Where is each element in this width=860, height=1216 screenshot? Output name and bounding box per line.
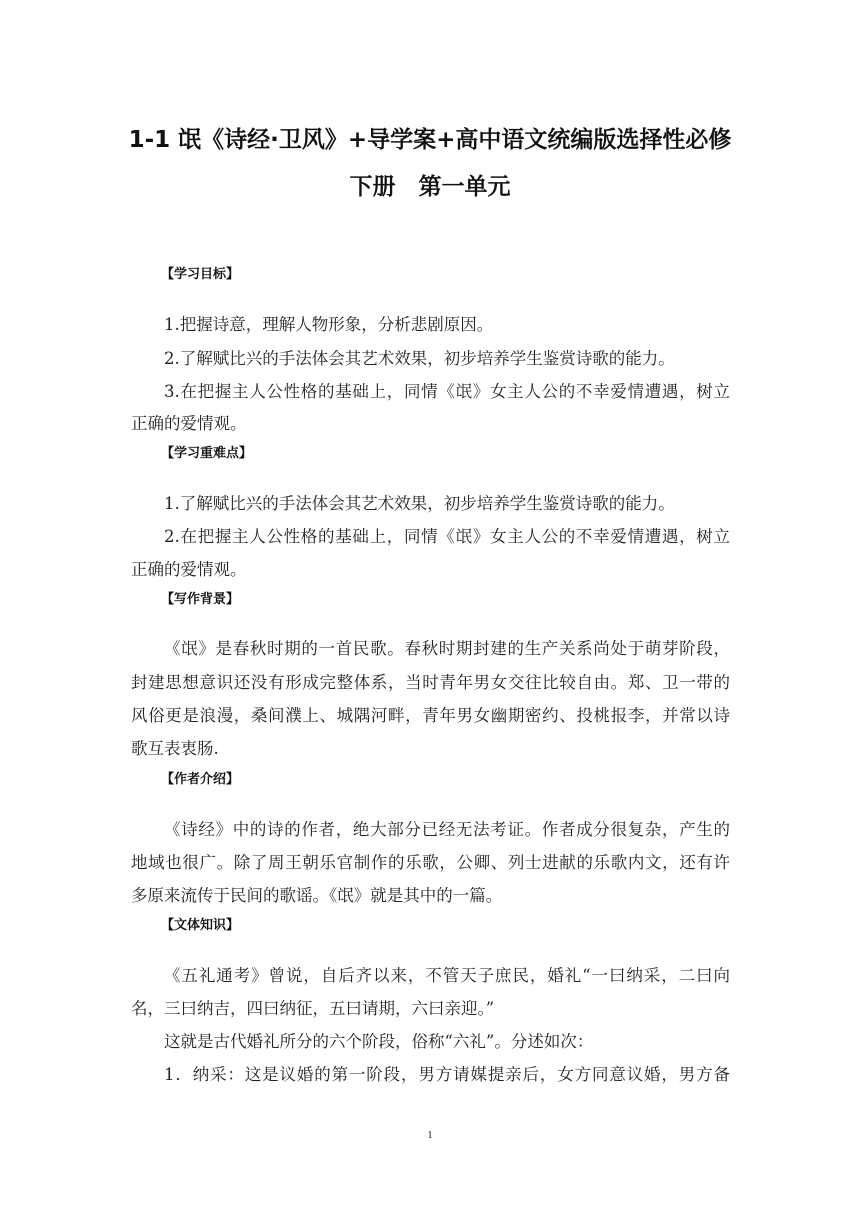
document-title-line-1: 1-1 氓《诗经·卫风》+导学案+高中语文统编版选择性必修 [128,127,732,153]
genre-line-2: 名，三曰纳吉，四曰纳征，五曰请期，六曰亲迎。” [131,999,495,1018]
objective-3-text: 3.在把握主人公性格的基础上，同情《氓》女主人公的不幸爱情遭遇，树立 [164,382,730,401]
background-line-3: 风俗更是浪漫，桑间濮上、城隅河畔，青年男女幽期密约、投桃报李，并常以诗 [131,706,730,725]
objective-3-line-1 [131,378,730,402]
keypoint-2-line-2: 正确的爱情观。 [131,560,247,579]
section-heading-objectives: 【学习目标】 [161,267,240,282]
objective-3-line-2: 正确的爱情观。 [131,414,247,433]
background-line-1: 《氓》是春秋时期的一首民歌。春秋时期封建的生产关系尚处于萌芽阶段， [164,639,730,658]
objective-1: 1.把握诗意，理解人物形象，分析悲剧原因。 [164,315,494,334]
author-line-2: 地域也很广。除了周王朝乐官制作的乐歌，公卿、列士进献的乐歌内文，还有许 [131,853,730,872]
keypoint-1: 1.了解赋比兴的手法体会其艺术效果，初步培养学生鉴赏诗歌的能力。 [164,494,675,513]
document-title-line-2: 下册 第一单元 [349,174,511,200]
background-line-2: 封建思想意识还没有形成完整体系，当时青年男女交往比较自由。郑、卫一带的 [131,673,730,692]
objective-2: 2.了解赋比兴的手法体会其艺术效果，初步培养学生鉴赏诗歌的能力。 [164,349,675,368]
background-line-4: 歌互表衷肠. [131,739,219,758]
keypoint-2-line-1: 2.在把握主人公性格的基础上，同情《氓》女主人公的不幸爱情遭遇，树立 [164,527,730,546]
author-line-1: 《诗经》中的诗的作者，绝大部分已经无法考证。作者成分很复杂，产生的 [164,820,730,839]
genre-line-1: 《五礼通考》曾说，自后齐以来，不管天子庶民，婚礼“一曰纳采，二曰向 [164,966,730,985]
section-heading-keypoints: 【学习重难点】 [161,446,253,461]
genre-line-3: 这就是古代婚礼所分的六个阶段，俗称“六礼”。分述如次： [164,1032,594,1051]
section-heading-genre: 【文体知识】 [161,918,240,933]
section-heading-background: 【写作背景】 [161,592,240,607]
section-heading-author: 【作者介绍】 [161,772,240,787]
page-number: 1 [427,1129,433,1141]
genre-line-4: 1．纳采：这是议婚的第一阶段，男方请媒提亲后，女方同意议婚，男方备 [164,1065,730,1084]
author-line-3: 多原来流传于民间的歌谣。《氓》就是其中的一篇。 [131,886,503,905]
